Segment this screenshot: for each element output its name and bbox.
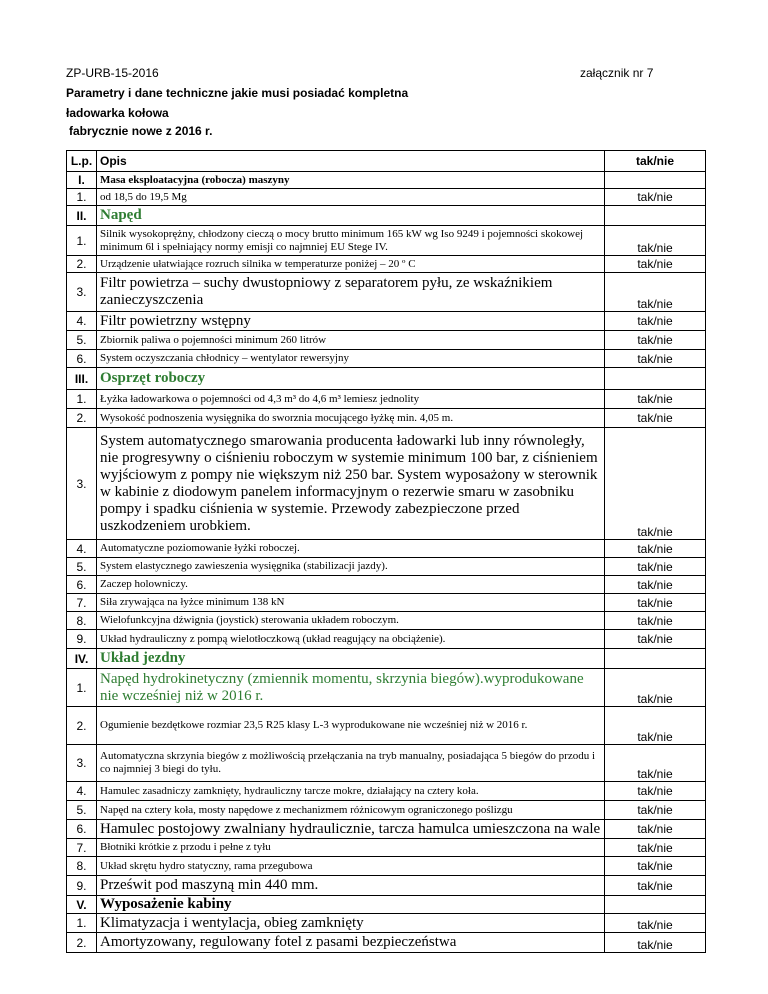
row-tak-nie: tak/nie bbox=[605, 612, 706, 630]
row-tak-nie: tak/nie bbox=[605, 189, 706, 206]
row-number: 2. bbox=[67, 409, 97, 428]
table-row bbox=[67, 273, 706, 312]
row-tak-nie: tak/nie bbox=[605, 312, 706, 331]
row-number: 2. bbox=[67, 256, 97, 273]
document-title-line3: fabrycznie nowe z 2016 r. bbox=[69, 124, 213, 138]
table-row bbox=[67, 612, 706, 630]
row-tak-nie: tak/nie bbox=[605, 707, 706, 745]
row-description: Filtr powietrzny wstępny bbox=[97, 312, 605, 331]
table-row bbox=[67, 576, 706, 594]
row-description: Ogumienie bezdętkowe rozmiar 23,5 R25 klasy L-3 wyprodukowane nie wcześniej niż w 2016 r. bbox=[97, 707, 605, 745]
table-row bbox=[67, 933, 706, 953]
row-description: Napęd na cztery koła, mosty napędowe z mechanizmem różnicowym ograniczonego poślizgu bbox=[97, 801, 605, 820]
row-tak-nie: tak/nie bbox=[605, 839, 706, 857]
row-number: 1. bbox=[67, 226, 97, 256]
section-number: I. bbox=[67, 172, 97, 189]
row-number: 4. bbox=[67, 312, 97, 331]
row-tak-nie: tak/nie bbox=[605, 350, 706, 368]
row-description: Napęd hydrokinetyczny (zmiennik momentu, skrzynia biegów).wyprodukowane nie wcześniej niż w 2016 r. bbox=[97, 669, 605, 707]
row-description: Urządzenie ułatwiające rozruch silnika w temperaturze poniżej – 20 º C bbox=[97, 256, 605, 273]
row-tak-nie: tak/nie bbox=[605, 558, 706, 576]
row-tak-nie: tak/nie bbox=[605, 576, 706, 594]
row-tak-nie: tak/nie bbox=[605, 540, 706, 558]
table-row bbox=[67, 226, 706, 256]
section-number: IV. bbox=[67, 649, 97, 669]
section-row bbox=[67, 896, 706, 914]
table-header-row bbox=[67, 151, 706, 172]
empty-cell bbox=[605, 649, 706, 669]
row-description: Hamulec postojowy zwalniany hydraulicznie, tarcza hamulca umieszczona na wale bbox=[97, 820, 605, 839]
row-tak-nie: tak/nie bbox=[605, 876, 706, 896]
table-row bbox=[67, 914, 706, 933]
table-row bbox=[67, 558, 706, 576]
row-description: Wielofunkcyjna dźwignia (joystick) sterowania układem roboczym. bbox=[97, 612, 605, 630]
row-tak-nie: tak/nie bbox=[605, 782, 706, 801]
row-number: 6. bbox=[67, 820, 97, 839]
row-tak-nie: tak/nie bbox=[605, 669, 706, 707]
section-title: Masa eksploatacyjna (robocza) maszyny bbox=[97, 172, 605, 189]
section-row bbox=[67, 172, 706, 189]
row-number: 4. bbox=[67, 782, 97, 801]
table-row bbox=[67, 409, 706, 428]
row-description: Prześwit pod maszyną min 440 mm. bbox=[97, 876, 605, 896]
row-number: 8. bbox=[67, 612, 97, 630]
section-title: Osprzęt roboczy bbox=[97, 368, 605, 390]
row-description: Automatyczne poziomowanie łyżki roboczej. bbox=[97, 540, 605, 558]
row-tak-nie: tak/nie bbox=[605, 428, 706, 540]
table-row bbox=[67, 428, 706, 540]
table-row bbox=[67, 594, 706, 612]
row-number: 6. bbox=[67, 350, 97, 368]
row-description: Zbiornik paliwa o pojemności minimum 260 litrów bbox=[97, 331, 605, 350]
table-row bbox=[67, 857, 706, 876]
row-description: Siła zrywająca na łyżce minimum 138 kN bbox=[97, 594, 605, 612]
row-description: System oczyszczania chłodnicy – wentylator rewersyjny bbox=[97, 350, 605, 368]
row-tak-nie: tak/nie bbox=[605, 745, 706, 782]
row-description: System automatycznego smarowania producenta ładowarki lub inny równoległy, nie progresywny o ciśnieniu roboczym w systemie minimum 100 bar, z ciśnieniem wyjściowym z pompy nie większym niż 250 bar. System wyposażony w sterownik w kabinie z diodowym panelem informacyjnym o rezerwie smaru w zasobniku pompy i spadku ciśnienia w systemie. Przewody zabezpieczone przed uszkodzeniem urobkiem. bbox=[97, 428, 605, 540]
header-opis: Opis bbox=[97, 151, 605, 172]
row-description: Błotniki krótkie z przodu i pełne z tyłu bbox=[97, 839, 605, 857]
row-description: Filtr powietrza – suchy dwustopniowy z separatorem pyłu, ze wskaźnikiem zanieczyszczenia bbox=[97, 273, 605, 312]
row-number: 5. bbox=[67, 801, 97, 820]
table-row bbox=[67, 745, 706, 782]
section-row bbox=[67, 368, 706, 390]
empty-cell bbox=[605, 206, 706, 226]
attachment-label: załącznik nr 7 bbox=[580, 66, 654, 80]
row-number: 1. bbox=[67, 669, 97, 707]
row-tak-nie: tak/nie bbox=[605, 857, 706, 876]
row-description: Łyżka ładowarkowa o pojemności od 4,3 m³ do 4,6 m³ lemiesz jednolity bbox=[97, 390, 605, 409]
section-title: Układ jezdny bbox=[97, 649, 605, 669]
row-number: 1. bbox=[67, 914, 97, 933]
row-description: Układ hydrauliczny z pompą wielotłoczkową (układ reagujący na obciążenie). bbox=[97, 630, 605, 649]
table-row bbox=[67, 256, 706, 273]
section-title: Napęd bbox=[97, 206, 605, 226]
row-number: 4. bbox=[67, 540, 97, 558]
row-tak-nie: tak/nie bbox=[605, 256, 706, 273]
row-tak-nie: tak/nie bbox=[605, 409, 706, 428]
empty-cell bbox=[605, 896, 706, 914]
row-tak-nie: tak/nie bbox=[605, 594, 706, 612]
section-number: II. bbox=[67, 206, 97, 226]
row-number: 1. bbox=[67, 189, 97, 206]
row-tak-nie: tak/nie bbox=[605, 273, 706, 312]
row-description: System elastycznego zawieszenia wysięgnika (stabilizacji jazdy). bbox=[97, 558, 605, 576]
row-number: 7. bbox=[67, 594, 97, 612]
row-number: 9. bbox=[67, 876, 97, 896]
table-row bbox=[67, 669, 706, 707]
row-tak-nie: tak/nie bbox=[605, 914, 706, 933]
row-number: 5. bbox=[67, 331, 97, 350]
row-number: 8. bbox=[67, 857, 97, 876]
table-row bbox=[67, 801, 706, 820]
table-row bbox=[67, 876, 706, 896]
table-row bbox=[67, 189, 706, 206]
row-number: 3. bbox=[67, 745, 97, 782]
row-number: 1. bbox=[67, 390, 97, 409]
row-tak-nie: tak/nie bbox=[605, 801, 706, 820]
section-row bbox=[67, 206, 706, 226]
row-tak-nie: tak/nie bbox=[605, 820, 706, 839]
row-tak-nie: tak/nie bbox=[605, 226, 706, 256]
table-row bbox=[67, 707, 706, 745]
section-row bbox=[67, 649, 706, 669]
header-lp: L.p. bbox=[67, 151, 97, 172]
table-row bbox=[67, 820, 706, 839]
specification-table bbox=[66, 150, 706, 953]
row-number: 3. bbox=[67, 273, 97, 312]
row-number: 2. bbox=[67, 933, 97, 953]
table-row bbox=[67, 782, 706, 801]
row-description: Silnik wysokoprężny, chłodzony cieczą o mocy brutto minimum 165 kW wg Iso 9249 i pojemności skokowej minimum 6l i spełniający normy emisji co najmniej EU Stege IV. bbox=[97, 226, 605, 256]
row-number: 6. bbox=[67, 576, 97, 594]
row-description: Amortyzowany, regulowany fotel z pasami bezpieczeństwa bbox=[97, 933, 605, 953]
section-number: III. bbox=[67, 368, 97, 390]
table-row bbox=[67, 540, 706, 558]
table-row bbox=[67, 312, 706, 331]
row-tak-nie: tak/nie bbox=[605, 390, 706, 409]
row-description: od 18,5 do 19,5 Mg bbox=[97, 189, 605, 206]
table-row bbox=[67, 839, 706, 857]
table-row bbox=[67, 350, 706, 368]
table-row bbox=[67, 630, 706, 649]
document-reference: ZP-URB-15-2016 bbox=[66, 66, 159, 80]
row-number: 7. bbox=[67, 839, 97, 857]
row-description: Automatyczna skrzynia biegów z możliwością przełączania na tryb manualny, posiadająca 5 biegów do przodu i co najmniej 3 biegi do tyłu. bbox=[97, 745, 605, 782]
table-row bbox=[67, 390, 706, 409]
row-description: Zaczep holowniczy. bbox=[97, 576, 605, 594]
row-tak-nie: tak/nie bbox=[605, 933, 706, 953]
empty-cell bbox=[605, 172, 706, 189]
row-description: Układ skrętu hydro statyczny, rama przegubowa bbox=[97, 857, 605, 876]
table-row bbox=[67, 331, 706, 350]
document-title-line1: Parametry i dane techniczne jakie musi posiadać kompletna bbox=[66, 86, 409, 100]
empty-cell bbox=[605, 368, 706, 390]
row-number: 3. bbox=[67, 428, 97, 540]
section-title: Wyposażenie kabiny bbox=[97, 896, 605, 914]
header-tak-nie: tak/nie bbox=[605, 151, 706, 172]
row-number: 2. bbox=[67, 707, 97, 745]
row-description: Klimatyzacja i wentylacja, obieg zamknięty bbox=[97, 914, 605, 933]
row-description: Wysokość podnoszenia wysięgnika do sworznia mocującego łyżkę min. 4,05 m. bbox=[97, 409, 605, 428]
row-tak-nie: tak/nie bbox=[605, 630, 706, 649]
row-number: 9. bbox=[67, 630, 97, 649]
row-tak-nie: tak/nie bbox=[605, 331, 706, 350]
row-description: Hamulec zasadniczy zamknięty, hydrauliczny tarcze mokre, działający na cztery koła. bbox=[97, 782, 605, 801]
section-number: V. bbox=[67, 896, 97, 914]
row-number: 5. bbox=[67, 558, 97, 576]
document-title-line2: ładowarka kołowa bbox=[66, 106, 169, 120]
